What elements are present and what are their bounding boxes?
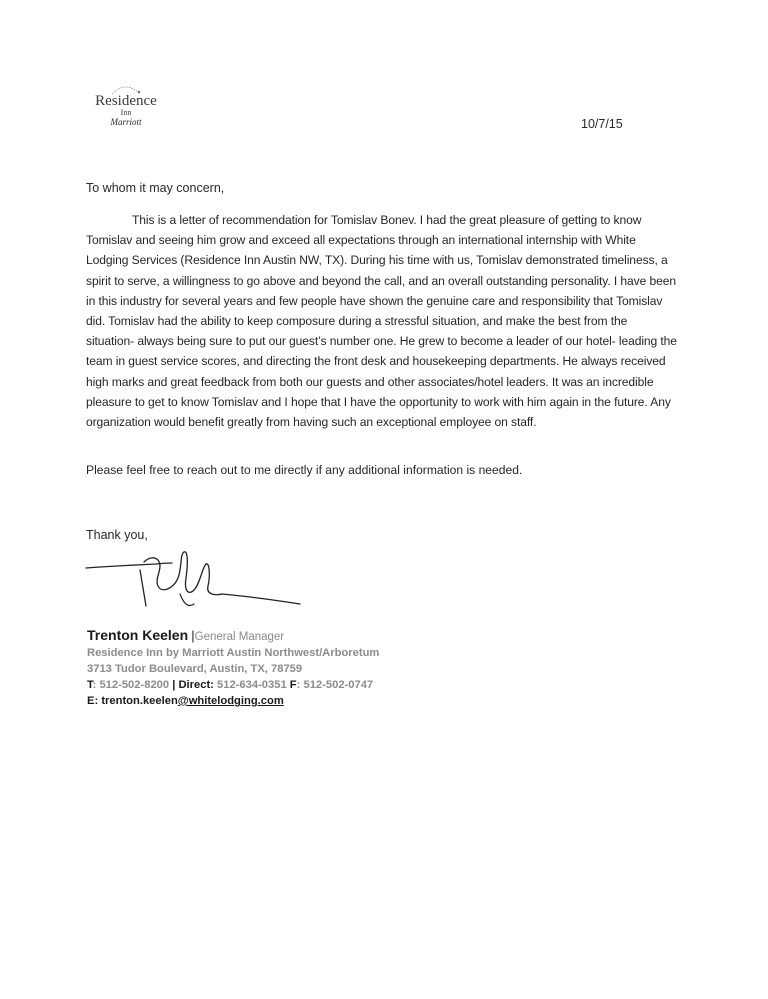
direct-number: 512-634-0351 <box>217 679 287 691</box>
name-separator: | <box>191 628 195 643</box>
handwritten-signature <box>84 534 314 614</box>
closing-paragraph: Please feel free to reach out to me directly if any additional information is needed. <box>86 463 523 477</box>
fax-number: 512-502-0747 <box>303 679 374 691</box>
logo-brand: Residence <box>95 93 157 109</box>
sign-off: Thank you, <box>86 528 148 542</box>
email-domain-link[interactable]: @whitelodging.com <box>177 695 284 707</box>
signature-block <box>87 627 507 709</box>
signer-name: Trenton Keelen <box>87 627 189 643</box>
phone-label: T <box>87 679 93 691</box>
contact-line: T: 512-502-8200 | Direct: 512-634-0351 F: 512-502-0747 <box>87 679 374 691</box>
signer-title: General Manager <box>194 631 285 643</box>
direct-label: Direct: <box>178 679 214 691</box>
residence-inn-logo <box>86 80 166 127</box>
fax-label: F <box>289 679 297 691</box>
salutation: To whom it may concern, <box>86 181 225 195</box>
email-label: E <box>87 695 95 707</box>
phone-number: 512-502-8200 <box>99 679 170 691</box>
logo-marriott: Marriott <box>110 117 142 127</box>
letter-body: This is a letter of recommendation for Tomislav Bonev. I had the great pleasure of getting to know Tomislav and seeing him grow and exceed all expectations through an international internship with White Lodging Services (Residence Inn Austin NW, TX). During his time with us, Tomislav demonstrated timeliness, a spirit to serve, a willingness to go above and beyond the call, and an overall outstanding personality. I have been in this industry for several years and few people have shown the genuine care and responsibility that Tomislav did. Tomislav had the ability to keep composure during a stressful situation, and make the best from the situation- always being sure to put our guest’s number one. He grew to become a leader of our hotel- leading the team in guest service scores, and directing the front desk and housekeeping departments. He always received high marks and great feedback from both our guests and other associates/hotel leaders. It was an incredible pleasure to get to know Tomislav and I hope that I have the opportunity to work with him again in the future. Any organization would benefit greatly from having such an exceptional employee on staff. <box>86 213 677 430</box>
contact-pipe: | <box>172 679 176 691</box>
letter-date: 10/7/15 <box>581 117 623 131</box>
email-line: E: trenton.keelen@whitelodging.com <box>87 695 284 707</box>
signer-address: 3713 Tudor Boulevard, Austin, TX, 78759 <box>87 663 303 675</box>
signer-name-line <box>87 627 507 645</box>
email-user[interactable]: trenton.keelen <box>101 695 178 707</box>
signer-organization: Residence Inn by Marriott Austin Northwest/Arboretum <box>87 647 380 659</box>
logo-inn: Inn <box>120 108 132 117</box>
